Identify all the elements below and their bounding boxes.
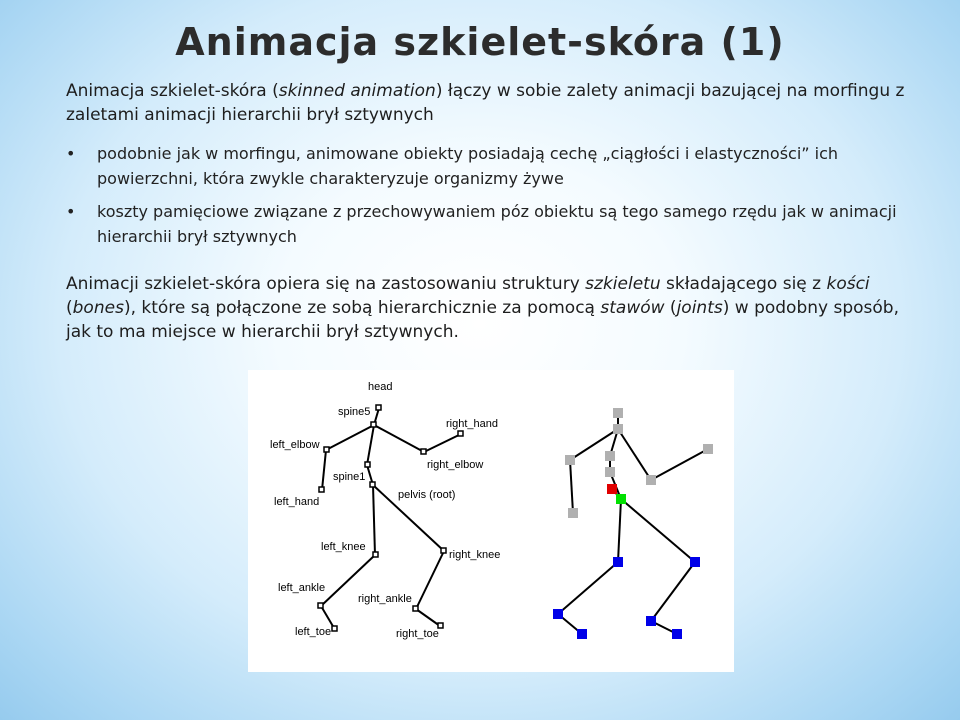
joint-left-knee xyxy=(373,552,378,557)
rjoint-left-elbow xyxy=(565,455,575,465)
right-skeleton-joints xyxy=(553,408,713,639)
bullet-item xyxy=(66,199,926,249)
skeleton-diagram xyxy=(248,370,734,672)
label-spine5: spine5 xyxy=(338,406,371,418)
bullet-marker: • xyxy=(66,202,76,221)
label-spine1: spine1 xyxy=(333,471,366,483)
intro-text-2: ) łączy w sobie zalety animacji bazującej na morfingu z zaletami animacji hierarchii brył sztywnych xyxy=(66,81,905,125)
bone-spine xyxy=(367,425,374,465)
label-right-elbow: right_elbow xyxy=(427,459,484,471)
bone-right-forearm xyxy=(424,434,461,452)
bone-right-shin xyxy=(416,551,444,609)
bone-right-shoulder xyxy=(374,425,424,452)
rbone-right-upperarm xyxy=(618,429,651,480)
joint-left-elbow xyxy=(324,447,329,452)
label-pelvis: pelvis (root) xyxy=(398,489,456,501)
rjoint-right-elbow xyxy=(646,475,656,485)
rjoint-right-ankle xyxy=(646,616,656,626)
skeleton-svg xyxy=(248,370,734,672)
rjoint-left-knee xyxy=(613,557,623,567)
bone-left-foot xyxy=(321,606,334,628)
rjoint-head xyxy=(613,408,623,418)
joint-right-hand xyxy=(458,431,463,436)
label-left-toe: left_toe xyxy=(295,626,332,638)
label-right-hand: right_hand xyxy=(446,418,498,430)
label-left-ankle: left_ankle xyxy=(278,582,326,594)
rjoint-spine-root xyxy=(607,484,617,494)
bullet-item xyxy=(66,141,926,191)
intro-paragraph xyxy=(66,79,926,127)
label-left-knee: left_knee xyxy=(321,541,366,553)
term-bones: bones xyxy=(72,298,124,318)
term-joints: joints xyxy=(676,298,723,318)
label-right-toe: right_toe xyxy=(396,628,439,640)
joint-spine5 xyxy=(371,422,376,427)
bullet-text: podobnie jak w morfingu, animowane obiekty posiadają cechę „ciągłości i elastyczności” ich powierzchni, która zwykle charakteryzuje organizmy żywe xyxy=(97,144,839,188)
p2-text-g: ), które są połączone ze sobą hierarchicznie za pomocą xyxy=(123,298,601,318)
label-head: head xyxy=(368,381,393,393)
rjoint-left-ankle xyxy=(553,609,563,619)
rbone-left-forearm xyxy=(570,460,573,513)
term-kosci: kości xyxy=(826,274,870,294)
p2-text-k: ) w podobny sposób, jak to ma miejsce w hierarchii brył sztywnych. xyxy=(66,298,899,342)
intro-term-skinned: skinned animation xyxy=(278,81,436,101)
label-right-ankle: right_ankle xyxy=(358,593,412,605)
skeleton-paragraph xyxy=(66,272,926,344)
rjoint-right-hand xyxy=(703,444,713,454)
joint-right-ankle xyxy=(413,606,418,611)
joint-left-hand xyxy=(319,487,324,492)
intro-text-1: Animacja szkielet-skóra ( xyxy=(66,81,279,101)
rbone-right-shin xyxy=(651,562,695,621)
rjoint-left-toe xyxy=(577,629,587,639)
bone-right-foot xyxy=(416,609,440,626)
rjoint-spine-mid xyxy=(605,467,615,477)
rjoint-right-toe xyxy=(672,629,682,639)
slide-title: Animacja szkielet-skóra (1) xyxy=(175,20,785,64)
rjoint-neck xyxy=(613,424,623,434)
rbone-left-thigh xyxy=(618,499,621,562)
p2-text-c: składającego się z xyxy=(660,274,827,294)
rbone-right-forearm xyxy=(651,449,708,480)
bone-left-thigh xyxy=(373,485,375,555)
joint-left-ankle xyxy=(318,603,323,608)
p2-text-e: ( xyxy=(66,298,73,318)
rjoint-pelvis xyxy=(616,494,626,504)
joint-left-toe xyxy=(332,626,337,631)
bullet-list xyxy=(66,141,926,257)
bone-left-forearm xyxy=(322,450,326,490)
label-right-knee: right_knee xyxy=(449,549,501,561)
label-left-elbow: left_elbow xyxy=(270,439,320,451)
rbone-right-thigh xyxy=(621,499,695,562)
term-szkieletu: szkieletu xyxy=(585,274,661,294)
bone-left-shoulder xyxy=(326,425,374,450)
right-skeleton-bones xyxy=(558,413,708,634)
term-stawow: stawów xyxy=(600,298,665,318)
bullet-marker: • xyxy=(66,144,76,163)
rbone-left-shin xyxy=(558,562,618,614)
label-left-hand: left_hand xyxy=(274,496,320,508)
p2-text-i: ( xyxy=(664,298,677,318)
bullet-text: koszty pamięciowe związane z przechowywaniem póz obiektu są tego samego rzędu jak w animacji hierarchii brył sztywnych xyxy=(97,202,897,246)
joint-right-knee xyxy=(441,548,446,553)
joint-spine1 xyxy=(365,462,370,467)
rjoint-spine-upper xyxy=(605,451,615,461)
rjoint-left-hand xyxy=(568,508,578,518)
rjoint-right-knee xyxy=(690,557,700,567)
joint-head xyxy=(376,405,381,410)
joint-pelvis xyxy=(370,482,375,487)
p2-text-a: Animacji szkielet-skóra opiera się na zastosowaniu struktury xyxy=(66,274,586,294)
joint-right-elbow xyxy=(421,449,426,454)
